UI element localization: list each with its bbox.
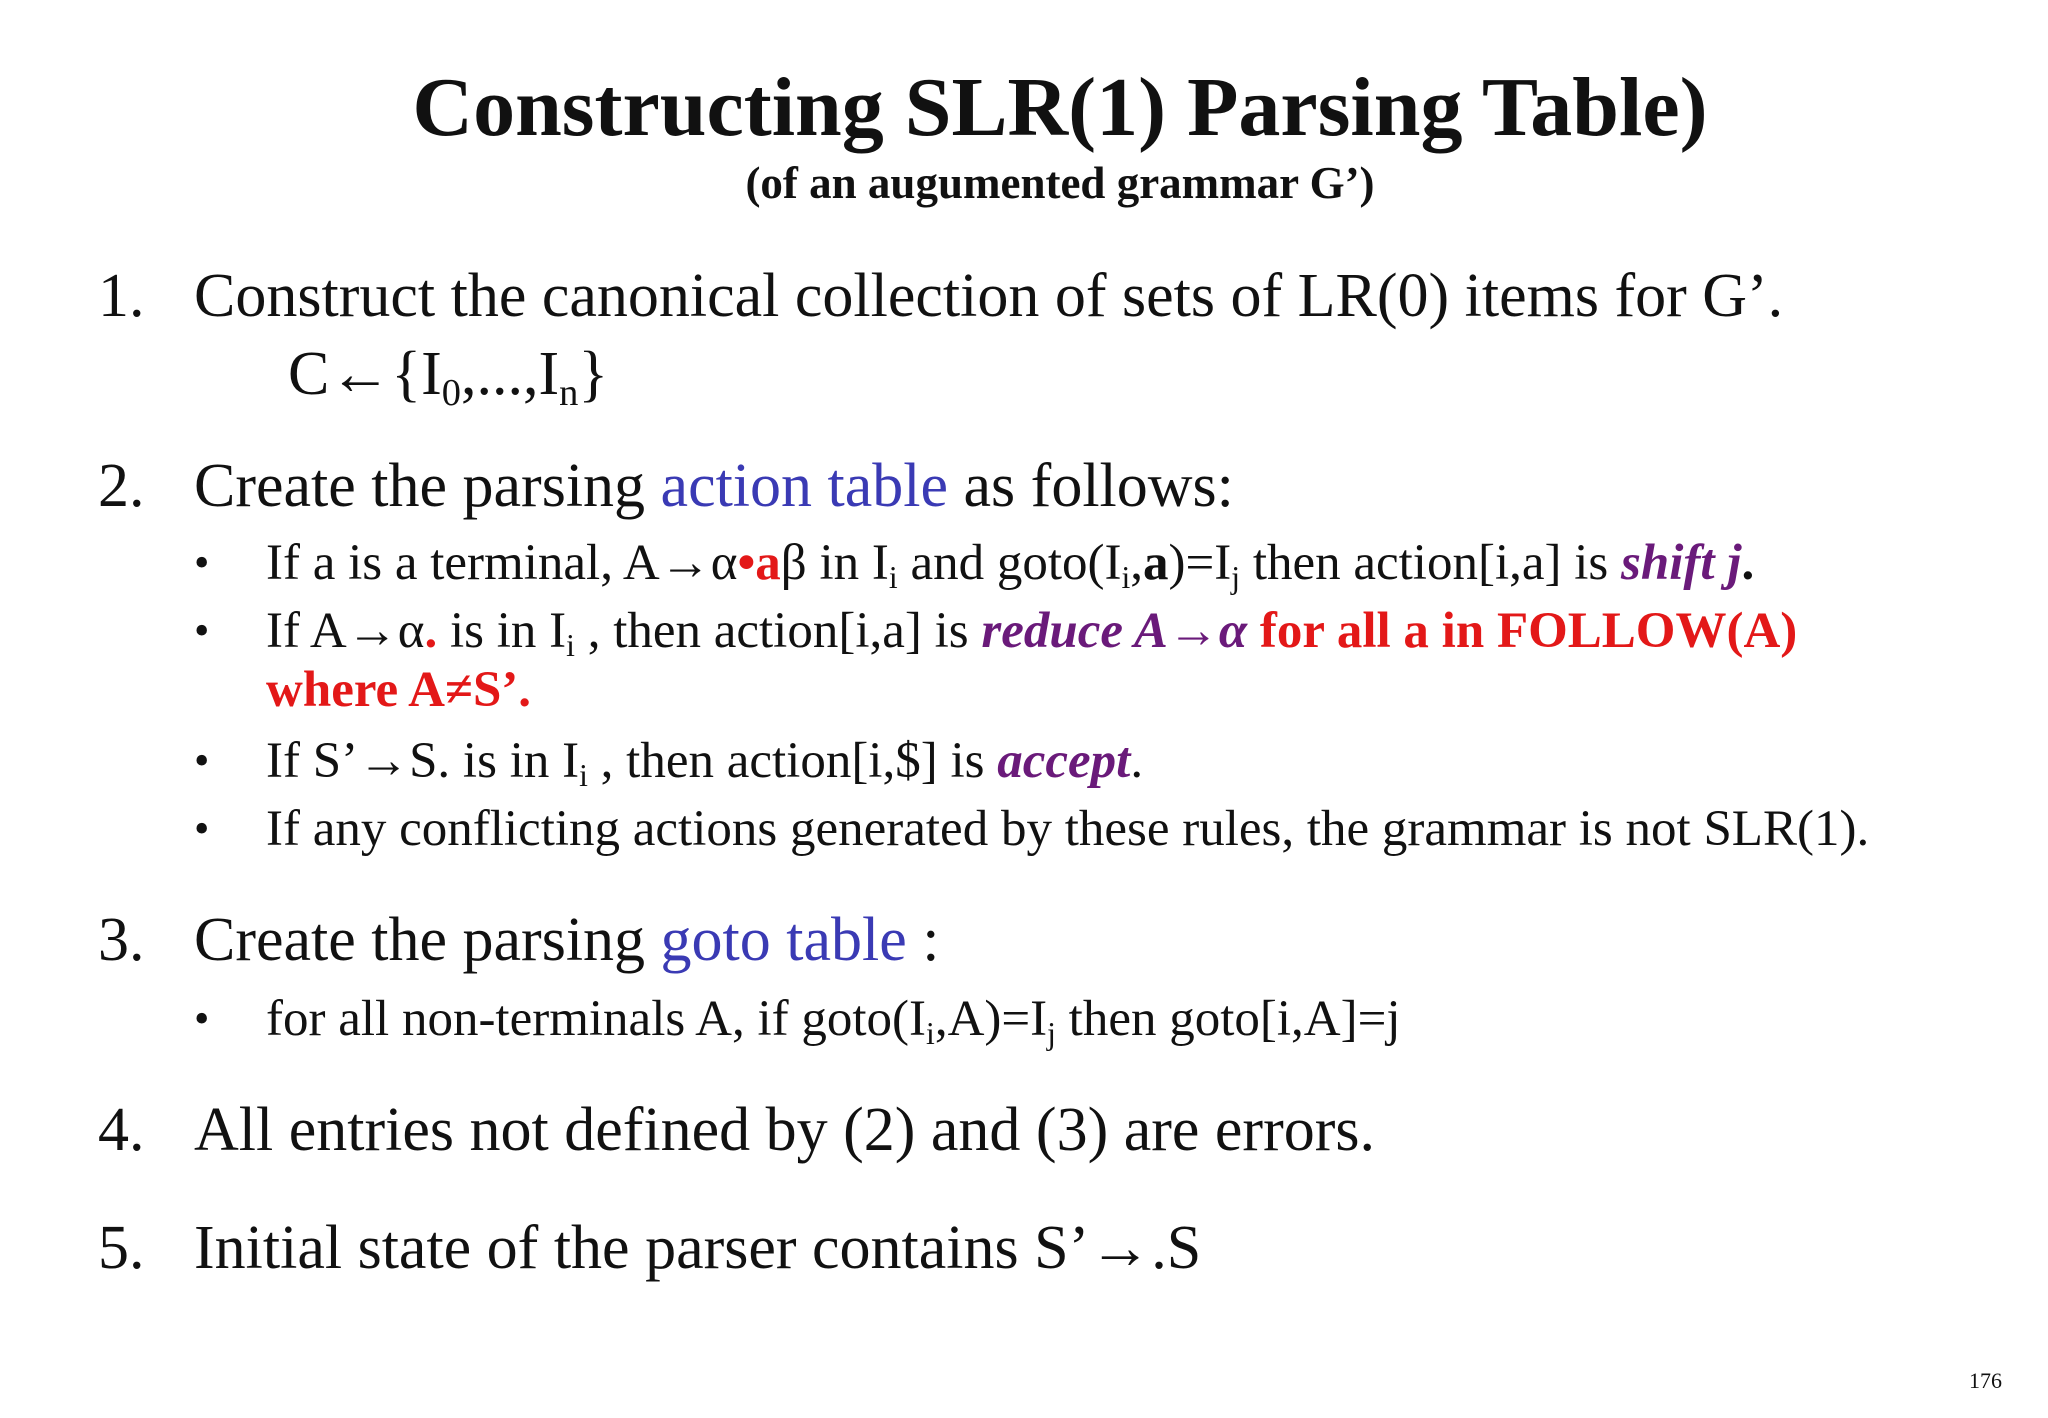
step-1-set: $C\leftarrow\{I_0,...,I_n\}$	[288, 340, 609, 414]
step-5-number: 5.	[98, 1214, 145, 1282]
step-3-number: 3.	[98, 906, 145, 974]
bullet-marker: •	[194, 804, 210, 853]
step-2-rule-reduce: If A→α. is in $I_i$ , then action[i,a] is reduce A→α for all a in FOLLOW(A)	[266, 603, 1798, 663]
step-2-number: 2.	[98, 452, 145, 520]
step-2-rule-conflict: If any conflicting actions generated by these rules, the grammar is not SLR(1).	[266, 801, 1870, 857]
bullet-marker: •	[194, 606, 210, 655]
step-4-number: 4.	[98, 1096, 145, 1164]
action-table-term: action table	[660, 452, 949, 520]
slide-title: Constructing SLR(1) Parsing Table)	[412, 61, 1708, 154]
bullet-marker: •	[194, 994, 210, 1043]
shift-action: shift j	[1621, 535, 1742, 591]
step-2-rule-shift: If a is a terminal, A→α•aβ in $I_i$ and $goto(I_i,a)=I_j$ then action[i,a] is shift j.	[266, 535, 1755, 595]
goto-table-term: goto table	[660, 906, 907, 974]
bullet-marker: •	[194, 538, 210, 587]
reduce-action: reduce A→α	[981, 603, 1248, 659]
step-1-text: Construct the canonical collection of sets of LR(0) items for G’.	[194, 262, 1784, 330]
step-2-rule-reduce-cont: where A≠S’.	[266, 662, 532, 718]
bullet-marker: •	[194, 736, 210, 785]
step-1-number: 1.	[98, 262, 145, 330]
step-3-rule-goto: for all non-terminals A, if $goto(I_i,A)=I_j$ then goto[i,A]=j	[266, 991, 1401, 1051]
step-3-text: Create the parsing goto table :	[194, 906, 940, 974]
step-4-text: All entries not defined by (2) and (3) are errors.	[194, 1096, 1375, 1164]
step-5-text: Initial state of the parser contains S’→.S	[194, 1214, 1202, 1282]
page-number: 176	[1969, 1368, 2002, 1393]
accept-action: accept	[997, 733, 1131, 789]
step-2-text: Create the parsing action table as follows:	[194, 452, 1234, 520]
slide-subtitle: (of an augumented grammar G’)	[745, 158, 1375, 208]
step-2-rule-accept: If S’→S. is in $I_i$ , then action[i,$] is accept.	[266, 733, 1144, 793]
